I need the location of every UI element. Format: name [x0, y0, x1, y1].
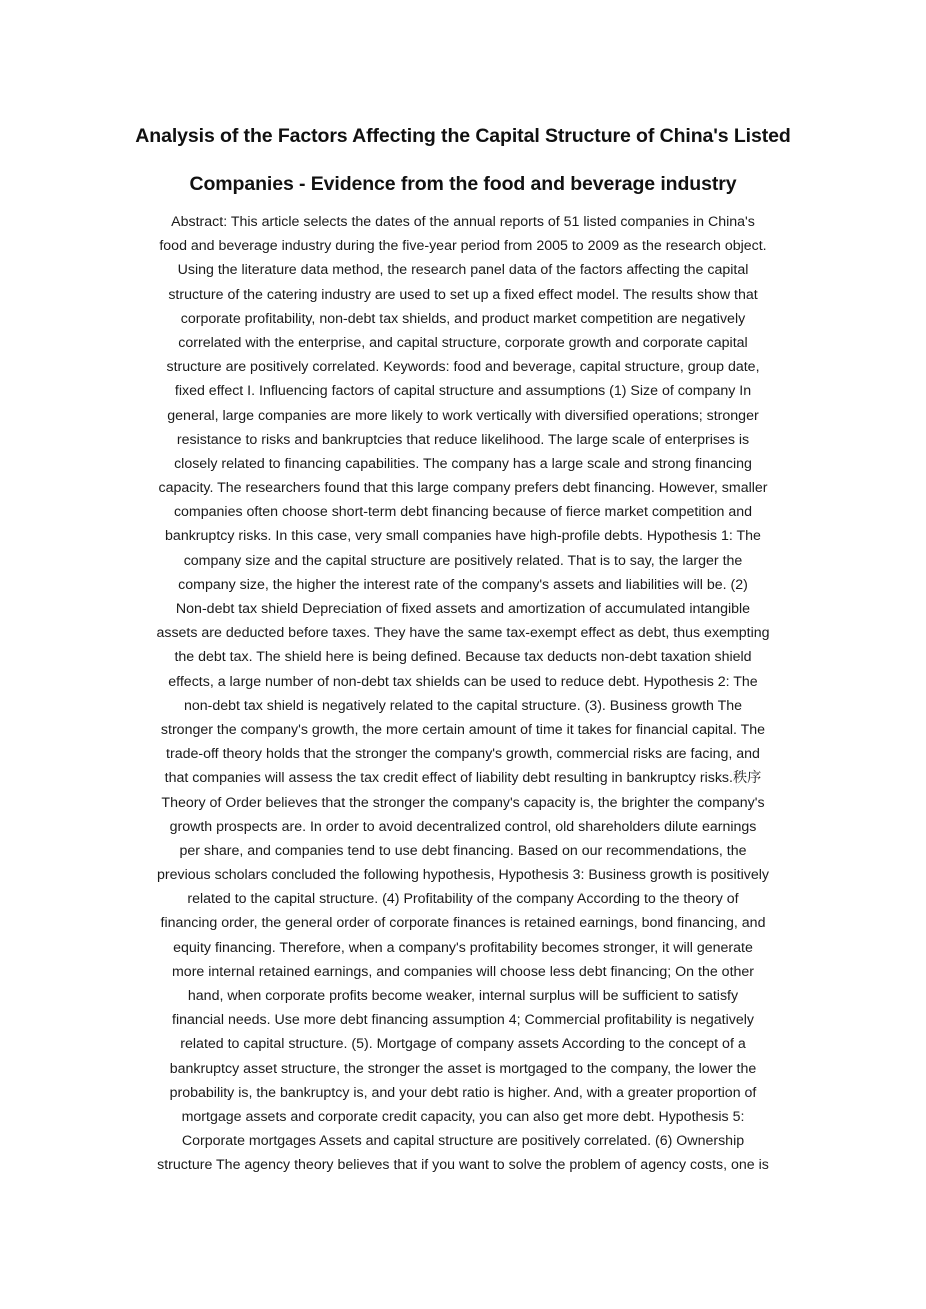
body-line: that companies will assess the tax credit effect of liability debt resulting in bankruptcy risks.秩序: [164, 770, 762, 787]
body-line: more internal retained earnings, and companies will choose less debt financing; On the other: [171, 963, 755, 980]
body-line: Theory of Order believes that the stronger the company's capacity is, the brighter the company's: [161, 794, 765, 811]
body-line: assets are deducted before taxes. They have the same tax-exempt effect as debt, thus exempting: [156, 625, 770, 642]
title-line-2: Companies - Evidence from the food and beverage industry: [189, 173, 737, 195]
body-line: food and beverage industry during the five-year period from 2005 to 2009 as the research object.: [159, 238, 767, 255]
body-line: trade-off theory holds that the stronger the company's growth, commercial risks are facing, and: [166, 746, 760, 763]
body-line: companies often choose short-term debt financing because of fierce market competition and: [173, 504, 753, 521]
body-line: structure are positively correlated. Keywords: food and beverage, capital structure, group date,: [166, 359, 760, 376]
body-line: structure of the catering industry are used to set up a fixed effect model. The results show that: [168, 286, 758, 303]
body-line: bankruptcy risks. In this case, very small companies have high-profile debts. Hypothesis 1: The: [165, 528, 761, 545]
body-line: effects, a large number of non-debt tax shields can be used to reduce debt. Hypothesis 2: The: [168, 673, 758, 690]
body-line: equity financing. Therefore, when a company's profitability becomes stronger, it will generate: [173, 939, 753, 956]
body-line: capacity. The researchers found that this large company prefers debt financing. However, smaller: [158, 480, 768, 497]
body-line: previous scholars concluded the following hypothesis, Hypothesis 3: Business growth is positively: [157, 867, 769, 884]
body-line: stronger the company's growth, the more certain amount of time it takes for financial capital. The: [160, 721, 766, 738]
body-line: general, large companies are more likely to work vertically with diversified operations; stronger: [167, 407, 759, 424]
body-line: growth prospects are. In order to avoid decentralized control, old shareholders dilute earnings: [169, 818, 757, 835]
body-line: per share, and companies tend to use debt financing. Based on our recommendations, the: [179, 842, 747, 859]
body-line: related to capital structure. (5). Mortgage of company assets According to the concept of a: [180, 1036, 746, 1053]
body-line: fixed effect I. Influencing factors of capital structure and assumptions (1) Size of company In: [174, 383, 752, 400]
body-line: corporate profitability, non-debt tax shields, and product market competition are negatively: [180, 310, 746, 327]
body-line: Abstract: This article selects the dates of the annual reports of 51 listed companies in China's: [171, 214, 755, 230]
body-line: Corporate mortgages Assets and capital structure are positively correlated. (6) Ownership: [181, 1133, 745, 1150]
title-line-1: Analysis of the Factors Affecting the Capital Structure of China's Listed: [135, 125, 791, 147]
body-line: company size, the higher the interest rate of the company's assets and liabilities will be. (2): [178, 576, 748, 593]
body-line: Non-debt tax shield Depreciation of fixed assets and amortization of accumulated intangible: [175, 601, 751, 617]
body-line: probability is, the bankruptcy is, and your debt ratio is higher. And, with a greater proportion of: [169, 1084, 757, 1101]
body-line: company size and the capital structure are positively related. That is to say, the larger the: [183, 552, 743, 569]
abstract-body: [138, 210, 788, 1178]
body-line: resistance to risks and bankruptcies that reduce likelihood. The large scale of enterprises is: [176, 431, 750, 448]
body-line: non-debt tax shield is negatively related to the capital structure. (3). Business growth The: [183, 697, 743, 714]
body-line: Using the literature data method, the research panel data of the factors affecting the capital: [177, 262, 749, 279]
body-line: financing order, the general order of corporate finances is retained earnings, bond financing, and: [160, 915, 766, 932]
body-line: mortgage assets and corporate credit capacity, you can also get more debt. Hypothesis 5:: [181, 1108, 745, 1125]
body-line: the debt tax. The shield here is being defined. Because tax deducts non-debt taxation shield: [174, 649, 752, 666]
body-line: correlated with the enterprise, and capital structure, corporate growth and corporate capital: [178, 334, 748, 351]
body-line: bankruptcy asset structure, the stronger the asset is mortgaged to the company, the lower the: [169, 1060, 757, 1077]
body-line: financial needs. Use more debt financing assumption 4; Commercial profitability is negatively: [172, 1012, 754, 1029]
body-line: hand, when corporate profits become weaker, internal surplus will be sufficient to satisfy: [187, 988, 739, 1004]
body-line: structure The agency theory believes that if you want to solve the problem of agency costs, one is: [157, 1157, 769, 1174]
body-line: related to the capital structure. (4) Profitability of the company According to the theory of: [187, 891, 739, 908]
body-line: closely related to financing capabilities. The company has a large scale and strong financing: [174, 455, 752, 472]
